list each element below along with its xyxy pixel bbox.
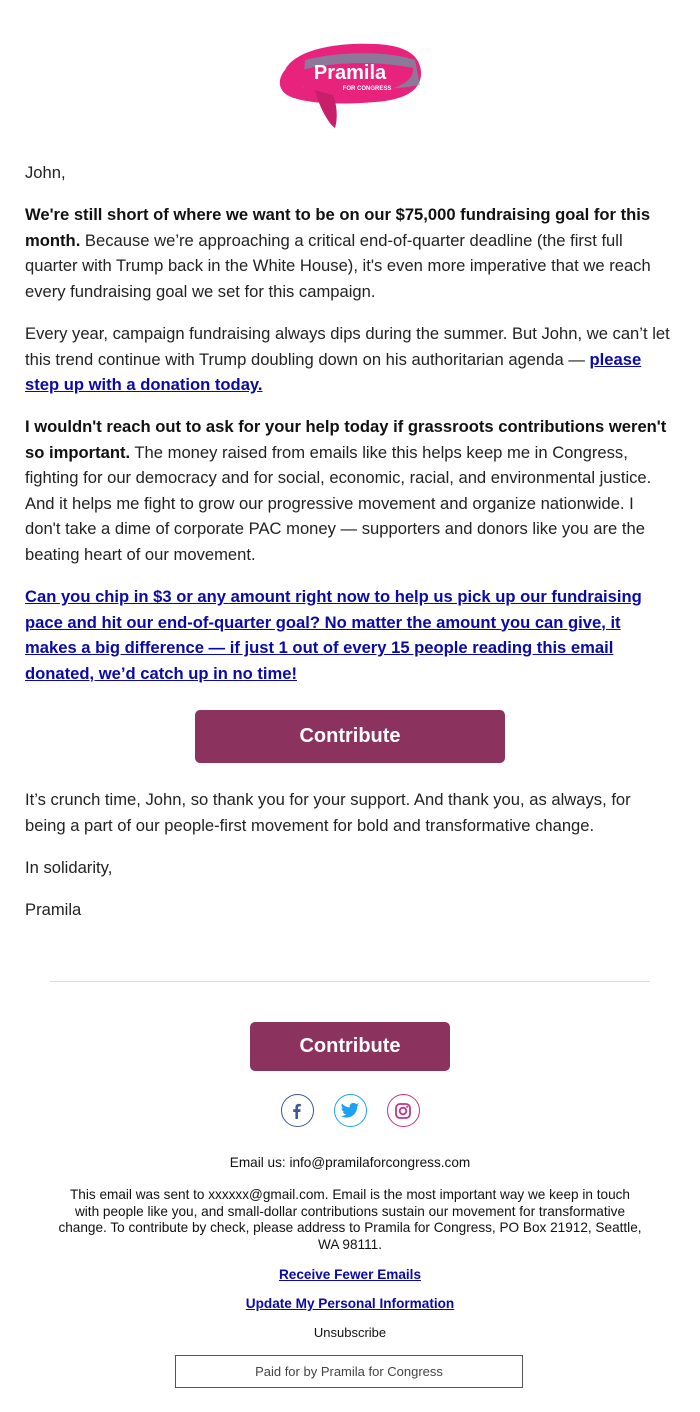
footer-divider [50,981,650,982]
paragraph-1-bold: We're still short of where we want to be on our $75,000 fundraising goal for this month. [25,205,651,250]
paragraph-2 [25,321,670,398]
campaign-logo [0,30,700,135]
paragraph-2-text: Every year, campaign fundraising always dips during the summer. But John, we can’t let this trend continue with Trump doubling down on his authoritarian agenda — [25,324,670,369]
signature [25,897,670,923]
update-personal-info-link[interactable]: Update My Personal Information [245,1296,455,1311]
greeting-text: John, [25,163,66,182]
paragraph-5 [25,787,670,838]
instagram-icon [394,1102,412,1120]
paragraph-4 [25,584,670,686]
paragraph-1-text: Because we’re approaching a critical end-of-quarter deadline (the first full quarter with Trump back in the White House), it's even more imperative that we reach every fundraising goal we set for this campaign. [25,230,651,301]
paid-for-disclaimer: Paid for by Pramila for Congress [175,1355,523,1388]
paragraph-3-bold: I wouldn't reach out to ask for your help today if grassroots contributions weren't so important. [25,417,667,462]
paragraph-3 [25,414,670,567]
twitter-icon [340,1102,360,1120]
signature-text: Pramila [25,900,82,919]
signoff-text: In solidarity, [25,858,113,877]
footer-email: Email us: info@pramilaforcongress.com [229,1155,471,1170]
unsubscribe-link[interactable]: Unsubscribe [313,1325,387,1340]
signoff [25,855,670,881]
donate-link[interactable]: please step up with a donation today. [25,349,642,394]
logo-name: Pramila [313,62,387,84]
update-info-wrap [50,1296,650,1313]
paragraph-5-text: It’s crunch time, John, so thank you for your support. And thank you, as always, for being a part of our people-first movement for bold and transformative change. [25,790,631,835]
fewer-emails-wrap [50,1267,650,1284]
paragraph-1 [25,202,670,304]
twitter-link[interactable] [334,1094,367,1127]
social-links [0,1094,700,1127]
paragraph-3-text: The money raised from emails like this helps keep me in Congress, fighting for our democracy and for social, economic, racial, and environmental justice. And it helps me fight to grow our progressive movement and organize nationwide. I don't take a dime of corporate PAC money — supporters and donors like you are the beating heart of our movement. [25,442,652,564]
footer-notice: This email was sent to xxxxxx@gmail.com. Email is the most important way we keep in touch with people like you, and small-dollar contributions sustain our movement for transformative change. To contribute by check, please address to Pramila for Congress, PO Box 21912, Seattle, WA 98111. [58,1187,642,1252]
receive-fewer-emails-link[interactable]: Receive Fewer Emails [278,1267,422,1282]
greeting [25,160,670,186]
facebook-link[interactable] [281,1094,314,1127]
footer-contribute-button[interactable]: Contribute [250,1022,450,1071]
facebook-icon [288,1102,306,1120]
logo-subtitle: FOR CONGRESS [342,86,392,92]
contribute-button[interactable]: Contribute [195,710,505,763]
instagram-link[interactable] [387,1094,420,1127]
chip-in-link[interactable]: Can you chip in $3 or any amount right now to help us pick up our fundraising pace and hit our end-of-quarter goal? No matter the amount you can give, it makes a big difference — if just 1 out of every 15 people reading this email donated, we’d catch up in no time! [25,587,642,683]
